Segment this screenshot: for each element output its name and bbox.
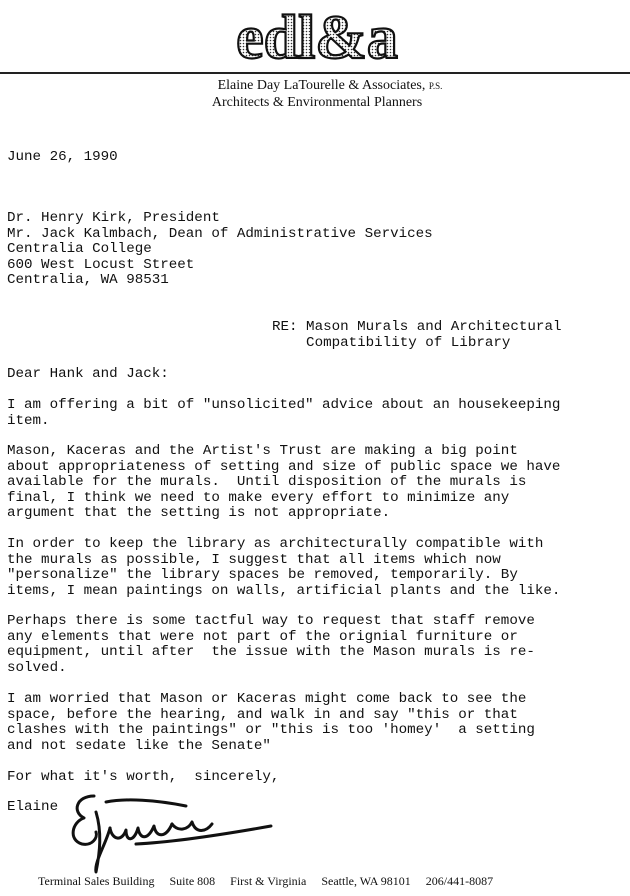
paragraph-line: items, I mean paintings on walls, artificial plants and the like. [7, 582, 561, 599]
paragraph-line: Mason, Kaceras and the Artist's Trust are making a big point [7, 443, 518, 459]
footer-street: First & Virginia [230, 874, 307, 888]
address-line: Dr. Henry Kirk, President [7, 210, 220, 226]
paragraph [7, 398, 560, 429]
letterhead-footer [38, 874, 628, 889]
subject-line [272, 320, 561, 351]
paragraph-line: Perhaps there is some tactful way to request that staff remove [7, 613, 535, 629]
footer-suite: Suite 808 [169, 874, 216, 888]
company-logo [224, 6, 410, 68]
address-line: Centralia College [7, 241, 152, 258]
complimentary-close: For what it's worth, sincerely, [7, 769, 280, 785]
paragraph [7, 692, 535, 754]
paragraph-line: I am worried that Mason or Kaceras might come back to see the [7, 691, 527, 707]
paragraph [7, 444, 560, 522]
paragraph-line: argument that the setting is not appropriate. [7, 505, 391, 522]
paragraph-line: available for the murals. Until disposition of the murals is [7, 474, 527, 491]
logo-text: edl&a [236, 6, 398, 68]
subject-line-text: RE: Mason Murals and Architectural [272, 319, 562, 335]
paragraph-line: solved. [7, 659, 67, 676]
paragraph [7, 537, 560, 599]
letter-date: June 26, 1990 [7, 149, 118, 165]
paragraph-line: In order to keep the library as architecturally compatible with [7, 536, 544, 552]
paragraph-line: clashes with the paintings" or "this is too 'homey' a setting [7, 722, 535, 739]
signer-name: Elaine [7, 799, 59, 815]
paragraph-line: item. [7, 412, 50, 429]
paragraph-line: I am offering a bit of "unsolicited" advice about an housekeeping [7, 397, 561, 413]
paragraph-line: the murals as possible, I suggest that all items which now [7, 551, 501, 568]
address-line: Centralia, WA 98531 [7, 272, 169, 289]
paragraph-line: equipment, until after the issue with the Mason murals is re- [7, 644, 535, 661]
paragraph [7, 614, 535, 676]
address-line: 600 West Locust Street [7, 256, 195, 273]
footer-city: Seattle, WA 98101 [321, 874, 411, 888]
paragraph-line: "personalize" the library spaces be removed, temporarily. By [7, 567, 518, 584]
footer-building: Terminal Sales Building [38, 874, 155, 888]
firm-name-text: Elaine Day LaTourelle & Associates, [217, 78, 426, 93]
firm-suffix: P.S. [428, 81, 443, 91]
paragraph-line: any elements that were not part of the orignial furniture or [7, 628, 518, 645]
footer-phone: 206/441-8087 [425, 874, 494, 888]
paragraph-line: and not sedate like the Senate" [7, 737, 271, 754]
paragraph-line: about appropriateness of setting and size of public space we have [7, 458, 561, 475]
address-line: Mr. Jack Kalmbach, Dean of Administrative Services [7, 225, 433, 242]
recipient-address [7, 211, 433, 289]
salutation: Dear Hank and Jack: [7, 366, 169, 382]
firm-tagline: Architects & Environmental Planners [211, 95, 423, 110]
subject-line-text: Compatibility of Library [272, 334, 511, 351]
paragraph-line: space, before the hearing, and walk in and say "this or that [7, 706, 518, 723]
paragraph-line: final, I think we need to make every effort to minimize any [7, 489, 510, 506]
handwritten-signature [66, 782, 276, 877]
letterhead-rule [0, 72, 630, 74]
firm-name [0, 78, 630, 94]
